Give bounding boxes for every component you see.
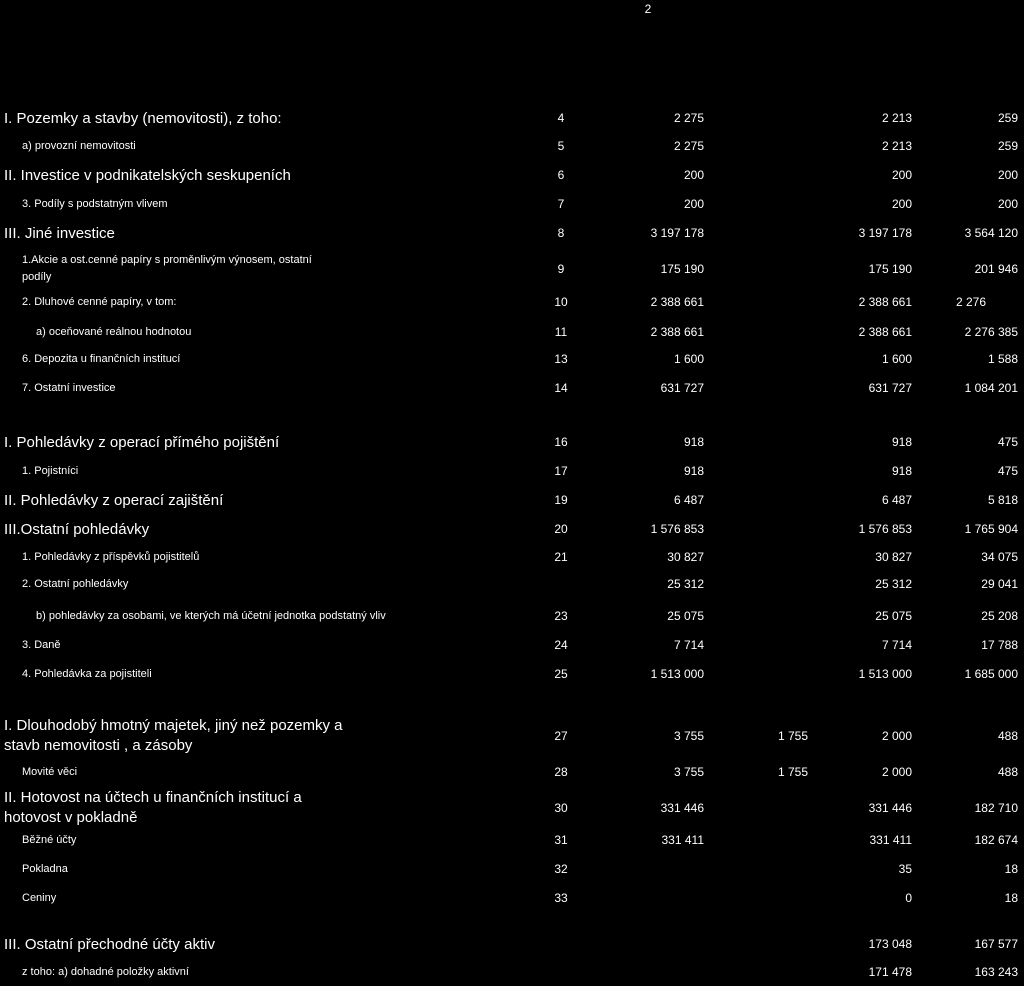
adjustment-value <box>712 486 808 514</box>
line-number: 9 <box>557 262 565 276</box>
table-row <box>0 660 1024 688</box>
adjustment-value <box>712 855 808 883</box>
gross-value: 7 714 <box>673 638 704 652</box>
prior-period-value: 18 <box>1004 891 1018 905</box>
adjustment-value <box>712 543 808 571</box>
net-value: 331 446 <box>868 801 912 815</box>
net-value: 35 <box>898 862 912 876</box>
adjustment-value <box>712 786 808 830</box>
line-number: 33 <box>554 891 568 905</box>
adjustment-value <box>712 930 808 958</box>
prior-period-value: 182 674 <box>974 833 1018 847</box>
line-number: 8 <box>557 226 565 240</box>
net-value: 173 048 <box>868 937 912 951</box>
net-value: 25 075 <box>875 609 912 623</box>
gross-value <box>600 930 704 958</box>
line-number <box>548 570 574 598</box>
net-value: 918 <box>891 435 912 449</box>
net-value: 30 827 <box>875 550 912 564</box>
row-label: Běžné účty <box>22 834 77 846</box>
prior-period-value: 182 710 <box>974 801 1018 815</box>
line-number: 24 <box>554 638 568 652</box>
prior-period-value: 1 765 904 <box>964 522 1018 536</box>
prior-period-value: 2 276 385 <box>964 325 1018 339</box>
net-value: 331 411 <box>869 833 912 847</box>
gross-value: 918 <box>683 464 704 478</box>
prior-period-value: 163 243 <box>974 965 1018 979</box>
row-label: III.Ostatní pohledávky <box>4 520 150 538</box>
prior-period-value: 259 <box>997 111 1018 125</box>
adjustment-value: 1 755 <box>777 765 808 779</box>
line-number <box>548 958 574 986</box>
table-row <box>0 786 1024 830</box>
prior-period-value: 1 084 201 <box>964 381 1018 395</box>
table-row <box>0 428 1024 456</box>
row-label: 1. Pojistníci <box>22 465 79 477</box>
net-value: 2 000 <box>881 765 912 779</box>
net-value: 2 388 661 <box>858 325 912 339</box>
adjustment-value <box>712 570 808 598</box>
net-value: 918 <box>891 464 912 478</box>
row-label: 3. Daně <box>22 639 61 651</box>
line-number: 25 <box>554 667 568 681</box>
adjustment-value <box>712 132 808 160</box>
prior-period-value: 488 <box>997 765 1018 779</box>
row-label: Pokladna <box>22 863 68 875</box>
row-label: II. Hotovost na účtech u finančních institucí a hotovost v pokladně <box>4 789 302 826</box>
prior-period-value: 488 <box>997 729 1018 743</box>
row-label: b) pohledávky za osobami, ve kterých má účetní jednotka podstatný vliv <box>36 610 386 622</box>
gross-value: 25 312 <box>667 577 704 591</box>
gross-value: 2 275 <box>673 139 704 153</box>
line-number <box>548 930 574 958</box>
net-value: 0 <box>905 891 912 905</box>
net-value: 1 600 <box>881 352 912 366</box>
table-row <box>0 930 1024 958</box>
adjustment-value <box>712 826 808 854</box>
adjustment-value: 1 755 <box>777 729 808 743</box>
gross-value: 631 727 <box>660 381 704 395</box>
row-label: z toho: a) dohadné položky aktivní <box>22 966 189 978</box>
net-value: 25 312 <box>875 577 912 591</box>
line-number: 13 <box>554 352 568 366</box>
line-number: 21 <box>554 550 568 564</box>
gross-value: 200 <box>683 197 704 211</box>
table-row <box>0 161 1024 189</box>
gross-value: 6 487 <box>673 493 704 507</box>
gross-value: 2 275 <box>673 111 704 125</box>
line-number: 23 <box>554 609 568 623</box>
gross-value: 1 600 <box>673 352 704 366</box>
adjustment-value <box>712 219 808 247</box>
table-row <box>0 132 1024 160</box>
line-number: 17 <box>554 464 568 478</box>
prior-period-value: 18 <box>1004 862 1018 876</box>
gross-value: 200 <box>683 168 704 182</box>
line-number: 7 <box>557 197 565 211</box>
row-label: 4. Pohledávka za pojistiteli <box>22 668 152 680</box>
line-number: 28 <box>554 765 568 779</box>
table-row <box>0 543 1024 571</box>
gross-value: 1 576 853 <box>650 522 704 536</box>
table-row <box>0 958 1024 986</box>
line-number: 6 <box>557 168 565 182</box>
row-label: III. Jiné investice <box>4 224 115 242</box>
prior-period-value: 2 276 <box>956 295 987 309</box>
net-value: 200 <box>891 168 912 182</box>
table-row <box>0 602 1024 630</box>
adjustment-value <box>712 251 808 287</box>
line-number: 16 <box>554 435 568 449</box>
line-number: 20 <box>554 522 568 536</box>
prior-period-value: 5 818 <box>987 493 1018 507</box>
table-row <box>0 288 1024 316</box>
prior-period-value: 17 788 <box>981 638 1018 652</box>
prior-period-value: 29 041 <box>981 577 1018 591</box>
adjustment-value <box>712 457 808 485</box>
table-row <box>0 457 1024 485</box>
adjustment-value <box>712 428 808 456</box>
table-row <box>0 631 1024 659</box>
table-row <box>0 758 1024 786</box>
line-number: 11 <box>554 325 568 339</box>
prior-period-value: 259 <box>997 139 1018 153</box>
net-value: 1 576 853 <box>858 522 912 536</box>
adjustment-value <box>712 602 808 630</box>
adjustment-value <box>712 374 808 402</box>
table-row <box>0 515 1024 543</box>
adjustment-value <box>712 631 808 659</box>
gross-value: 30 827 <box>667 550 704 564</box>
gross-value: 3 755 <box>673 765 704 779</box>
row-label: III. Ostatní přechodné účty aktiv <box>4 935 215 953</box>
row-label: II. Pohledávky z operací zajištění <box>4 491 224 509</box>
row-label: 6. Depozita u finančních institucí <box>22 353 181 365</box>
gross-value: 331 411 <box>661 833 704 847</box>
gross-value: 3 755 <box>673 729 704 743</box>
adjustment-value <box>712 104 808 132</box>
adjustment-value <box>712 318 808 346</box>
row-label: 2. Ostatní pohledávky <box>22 578 129 590</box>
net-value: 175 190 <box>868 262 912 276</box>
adjustment-value <box>712 190 808 218</box>
row-label: 3. Podíly s podstatným vlivem <box>22 198 168 210</box>
net-value: 631 727 <box>868 381 912 395</box>
adjustment-value <box>712 515 808 543</box>
row-label: Movité věci <box>22 766 78 778</box>
net-value: 200 <box>891 197 912 211</box>
prior-period-value: 1 588 <box>987 352 1018 366</box>
gross-value <box>600 855 704 883</box>
table-row <box>0 884 1024 912</box>
table-row <box>0 714 1024 758</box>
row-label: I. Pozemky a stavby (nemovitosti), z toho: <box>4 109 282 127</box>
gross-value <box>600 958 704 986</box>
gross-value: 331 446 <box>660 801 704 815</box>
prior-period-value: 475 <box>997 435 1018 449</box>
table-row <box>0 345 1024 373</box>
row-label: a) provozní nemovitosti <box>22 140 136 152</box>
prior-period-value: 200 <box>997 197 1018 211</box>
net-value: 6 487 <box>881 493 912 507</box>
prior-period-value: 167 577 <box>974 937 1018 951</box>
table-row <box>0 486 1024 514</box>
net-value: 1 513 000 <box>858 667 912 681</box>
prior-period-value: 200 <box>997 168 1018 182</box>
line-number: 19 <box>554 493 568 507</box>
prior-period-value: 475 <box>997 464 1018 478</box>
line-number: 4 <box>557 111 565 125</box>
row-label: a) oceňované reálnou hodnotou <box>36 326 192 338</box>
adjustment-value <box>712 288 808 316</box>
line-number: 5 <box>557 139 565 153</box>
table-row <box>0 104 1024 132</box>
row-label: I. Pohledávky z operací přímého pojištění <box>4 433 280 451</box>
table-row <box>0 219 1024 247</box>
adjustment-value <box>712 161 808 189</box>
line-number: 14 <box>554 381 568 395</box>
prior-period-value: 1 685 000 <box>964 667 1018 681</box>
row-label: 7. Ostatní investice <box>22 382 116 394</box>
table-row <box>0 251 1024 287</box>
gross-value: 2 388 661 <box>650 325 704 339</box>
line-number: 32 <box>554 862 568 876</box>
row-label: Ceniny <box>22 892 57 904</box>
adjustment-value <box>712 345 808 373</box>
row-label: 2. Dluhové cenné papíry, v tom: <box>22 296 177 308</box>
net-value: 2 213 <box>881 139 912 153</box>
table-row <box>0 190 1024 218</box>
gross-value: 1 513 000 <box>650 667 704 681</box>
prior-period-value: 34 075 <box>981 550 1018 564</box>
gross-value: 2 388 661 <box>650 295 704 309</box>
line-number: 27 <box>554 729 568 743</box>
table-row <box>0 318 1024 346</box>
line-number: 31 <box>554 833 568 847</box>
line-number: 10 <box>554 295 568 309</box>
gross-value: 3 197 178 <box>650 226 704 240</box>
row-label: 1. Pohledávky z příspěvků pojistitelů <box>22 551 200 563</box>
prior-period-value: 201 946 <box>974 262 1018 276</box>
row-label: II. Investice v podnikatelských seskupeních <box>4 166 291 184</box>
table-row <box>0 855 1024 883</box>
table-row <box>0 374 1024 402</box>
adjustment-value <box>712 884 808 912</box>
prior-period-value: 25 208 <box>981 609 1018 623</box>
gross-value: 175 190 <box>660 262 704 276</box>
gross-value <box>600 884 704 912</box>
page-number: 2 <box>644 2 652 16</box>
adjustment-value <box>712 958 808 986</box>
net-value: 2 213 <box>881 111 912 125</box>
net-value: 7 714 <box>881 638 912 652</box>
adjustment-value <box>712 660 808 688</box>
table-row <box>0 826 1024 854</box>
net-value: 3 197 178 <box>858 226 912 240</box>
net-value: 2 000 <box>881 729 912 743</box>
line-number: 30 <box>554 801 568 815</box>
gross-value: 25 075 <box>667 609 704 623</box>
net-value: 2 388 661 <box>858 295 912 309</box>
gross-value: 918 <box>683 435 704 449</box>
prior-period-value: 3 564 120 <box>964 226 1018 240</box>
table-row <box>0 570 1024 598</box>
row-label: 1.Akcie a ost.cenné papíry s proměnlivým výnosem, ostatní podíly <box>22 254 312 283</box>
row-label: I. Dlouhodobý hmotný majetek, jiný než pozemky a stavb nemovitosti , a zásoby <box>4 717 343 754</box>
net-value: 171 478 <box>868 965 912 979</box>
